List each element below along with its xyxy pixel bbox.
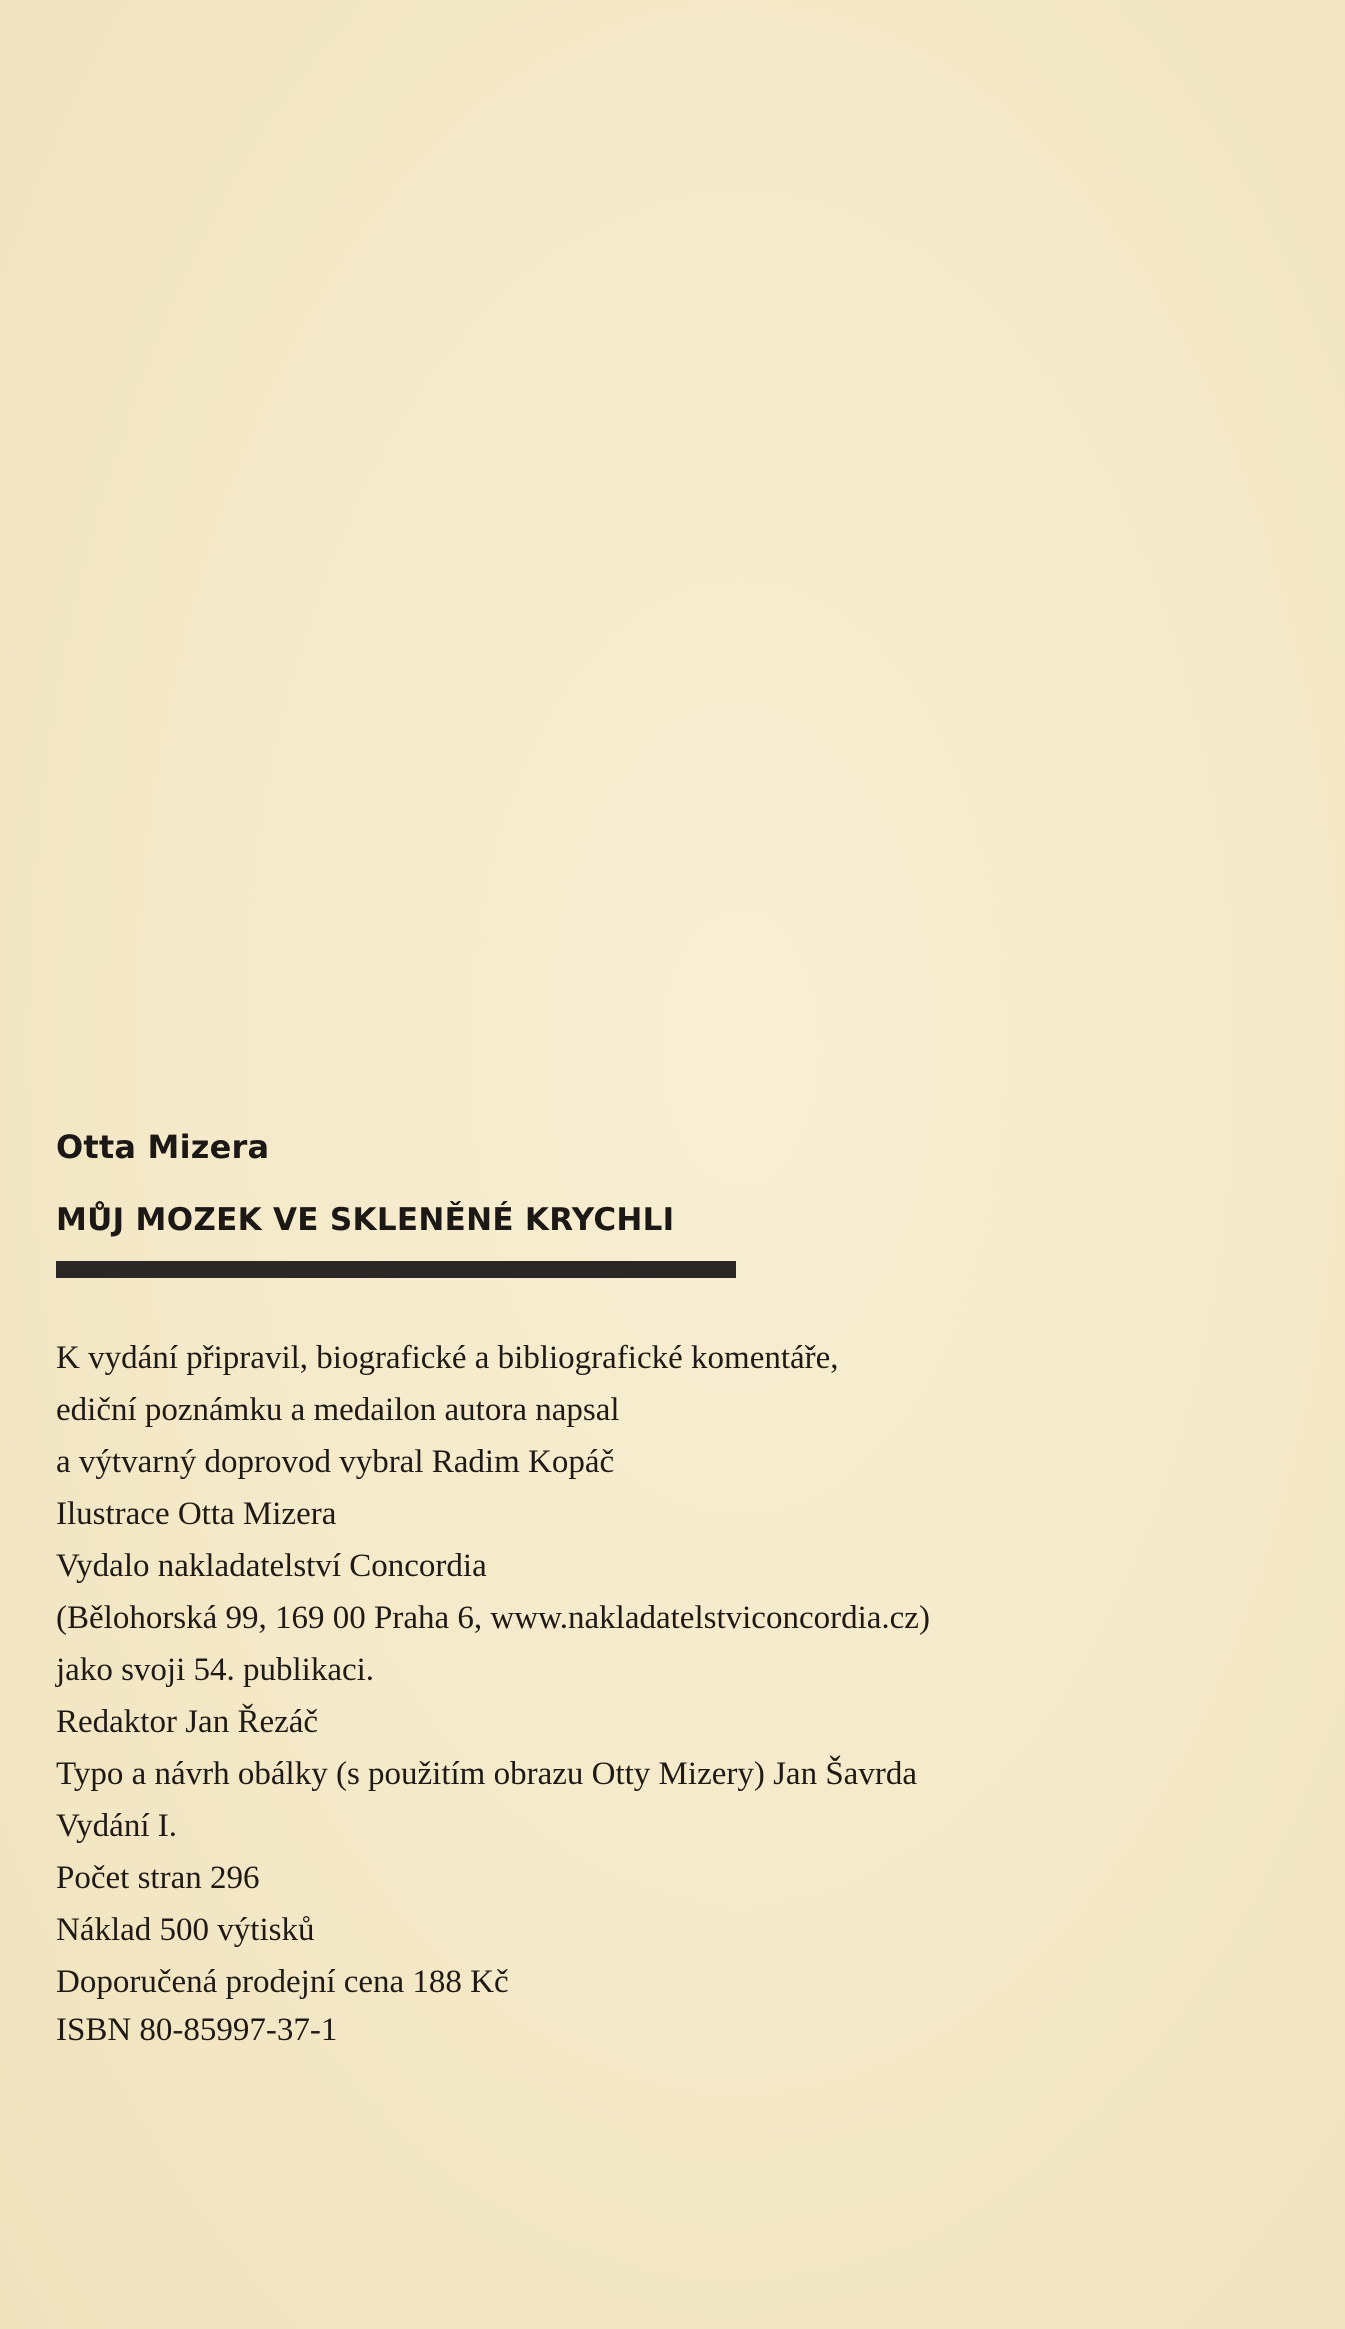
colophon-line-illustrations: Ilustrace Otta Mizera (56, 1496, 337, 1532)
colophon-line-page-count: Počet stran 296 (56, 1860, 260, 1896)
colophon-line-edition: Vydání I. (56, 1808, 177, 1844)
title-divider-bar (56, 1261, 736, 1278)
colophon-line-editor: K vydání připravil, biografické a bibliografické komentáře, (56, 1340, 839, 1376)
colophon-line-redactor: Redaktor Jan Řezáč (56, 1704, 319, 1740)
isbn-number: ISBN 80-85997-37-1 (56, 2012, 338, 2048)
colophon-line-editorial-note: ediční poznámku a medailon autora napsal (56, 1392, 620, 1428)
book-author: Otta Mizera (56, 1128, 270, 1166)
colophon-line-price: Doporučená prodejní cena 188 Kč (56, 1964, 509, 2000)
colophon-line-typography: Typo a návrh obálky (s použitím obrazu Otty Mizery) Jan Šavrda (56, 1756, 917, 1792)
colophon-line-publication-number: jako svoji 54. publikaci. (56, 1652, 375, 1688)
colophon-line-publisher: Vydalo nakladatelství Concordia (56, 1548, 487, 1584)
colophon-line-publisher-address: (Bělohorská 99, 169 00 Praha 6, www.nakladatelstviconcordia.cz) (56, 1600, 930, 1636)
colophon-block (56, 1332, 1256, 2008)
colophon-line-art-selection: a výtvarný doprovod vybral Radim Kopáč (56, 1444, 615, 1480)
book-title: MŮJ MOZEK VE SKLENĚNÉ KRYCHLI (56, 1202, 675, 1238)
colophon-line-print-run: Náklad 500 výtisků (56, 1912, 315, 1948)
